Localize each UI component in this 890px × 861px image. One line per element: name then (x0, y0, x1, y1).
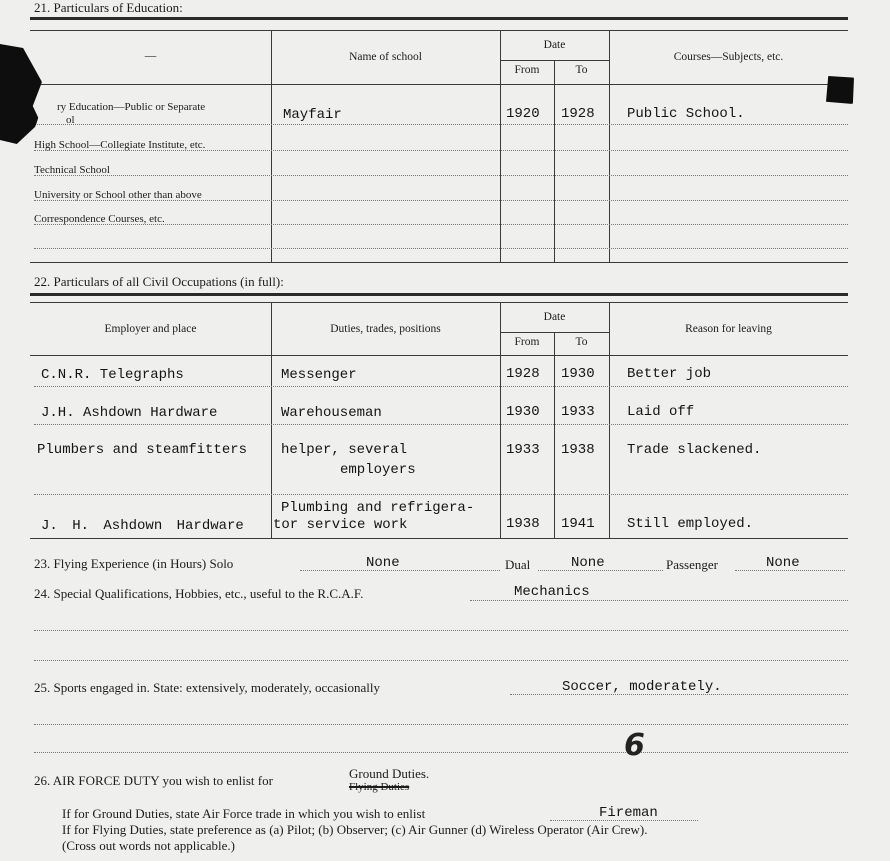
table-border (30, 538, 848, 539)
date-from: 1938 (506, 516, 540, 532)
flying-duties-instruction: If for Flying Duties, state preference as (a) Pilot; (b) Observer; (c) Air Gunner (d) Wireless Operator (Air Crew). (62, 822, 648, 837)
column-divider (609, 302, 610, 538)
column-divider (271, 30, 272, 262)
row-label: Correspondence Courses, etc. (34, 213, 165, 225)
fill-line (300, 570, 500, 571)
duties: helper, several (281, 442, 408, 458)
section-21-title: 21. Particulars of Education: (34, 0, 183, 15)
employer: J. H. Ashdown Hardware (41, 518, 244, 534)
school-name: Mayfair (283, 107, 342, 123)
solo-hours: None (366, 555, 400, 571)
dual-hours: None (571, 555, 605, 571)
duties-continued: tor service work (273, 517, 408, 533)
date-to: 1930 (561, 366, 595, 382)
row-line (34, 124, 848, 125)
option-ground-duties: Ground Duties. (349, 766, 430, 781)
table-border (30, 302, 848, 303)
row-label: ry Education—Public or Separate (57, 101, 206, 113)
date-subheader-line (500, 60, 609, 61)
duties: Messenger (281, 367, 357, 383)
ground-duties-instruction: If for Ground Duties, state Air Force trade in which you wish to enlist (62, 806, 426, 821)
header-duties: Duties, trades, positions (330, 323, 441, 335)
row-line (34, 200, 848, 201)
date-from: 1933 (506, 442, 540, 458)
reason: Better job (627, 366, 712, 382)
divider (30, 17, 848, 20)
column-divider (554, 60, 555, 262)
row-line (34, 248, 848, 249)
employer: Plumbers and steamfitters (37, 442, 248, 458)
option-flying-duties-struck: Flying Duties (349, 781, 410, 793)
dual-label: Dual (505, 557, 531, 572)
row-label: University or School other than above (34, 189, 202, 201)
duties: Plumbing and refrigera- (281, 500, 475, 516)
pencil-mark: 6 (624, 728, 645, 763)
fill-line (34, 724, 848, 725)
date-from: 1928 (506, 366, 540, 382)
fill-line (34, 752, 848, 753)
date-subheader-line (500, 332, 609, 333)
trade: Fireman (599, 805, 658, 821)
header-courses: Courses—Subjects, etc. (673, 51, 784, 63)
row-line (34, 150, 848, 151)
header-bottom-line (30, 355, 848, 356)
row-line (34, 494, 848, 495)
section-25-label: 25. Sports engaged in. State: extensively, moderately, occasionally (34, 680, 380, 695)
fill-line (34, 660, 848, 661)
reason: Trade slackened. (627, 442, 762, 458)
column-divider (271, 302, 272, 538)
reason: Laid off (627, 404, 695, 420)
header-employer: Employer and place (104, 323, 197, 335)
employer: C.N.R. Telegraphs (41, 367, 184, 383)
divider (30, 293, 848, 296)
section-23-label: 23. Flying Experience (in Hours) Solo (34, 556, 234, 571)
row-label-continued: ol (66, 114, 75, 126)
table-border (30, 30, 848, 31)
header-date: Date (543, 39, 566, 51)
header-from: From (514, 64, 540, 76)
duties-continued: employers (340, 462, 416, 478)
header-bottom-line (30, 84, 848, 85)
table-border (30, 262, 848, 263)
column-divider (554, 332, 555, 538)
header-name-of-school: Name of school (349, 51, 422, 63)
row-line (34, 224, 848, 225)
date-from: 1920 (506, 106, 540, 122)
date-to: 1928 (561, 106, 595, 122)
date-to: 1938 (561, 442, 595, 458)
row-label: Technical School (34, 164, 110, 176)
section-24-label: 24. Special Qualifications, Hobbies, etc., useful to the R.C.A.F. (34, 586, 364, 601)
header-date: Date (543, 311, 566, 323)
sports: Soccer, moderately. (562, 679, 722, 695)
duties: Warehouseman (281, 405, 382, 421)
header-dash: — (144, 50, 157, 62)
row-label: High School—Collegiate Institute, etc. (34, 139, 206, 151)
torn-hole (826, 76, 854, 104)
header-to: To (575, 336, 588, 348)
section-26-label: 26. AIR FORCE DUTY you wish to enlist for (34, 773, 273, 788)
fill-line (34, 630, 848, 631)
date-to: 1933 (561, 404, 595, 420)
date-to: 1941 (561, 516, 595, 532)
courses: Public School. (627, 106, 745, 122)
cross-out-note: (Cross out words not applicable.) (62, 838, 235, 853)
row-line (34, 175, 848, 176)
fill-line (470, 600, 848, 601)
header-reason: Reason for leaving (685, 323, 772, 335)
header-from: From (514, 336, 540, 348)
column-divider (609, 30, 610, 262)
date-from: 1930 (506, 404, 540, 420)
reason: Still employed. (627, 516, 754, 532)
employer: J.H. Ashdown Hardware (41, 405, 218, 421)
row-line (34, 386, 848, 387)
section-22-title: 22. Particulars of all Civil Occupations (in full): (34, 274, 284, 289)
passenger-label: Passenger (666, 557, 718, 572)
header-to: To (575, 64, 588, 76)
qualifications: Mechanics (514, 584, 590, 600)
row-line (34, 424, 848, 425)
passenger-hours: None (766, 555, 800, 571)
